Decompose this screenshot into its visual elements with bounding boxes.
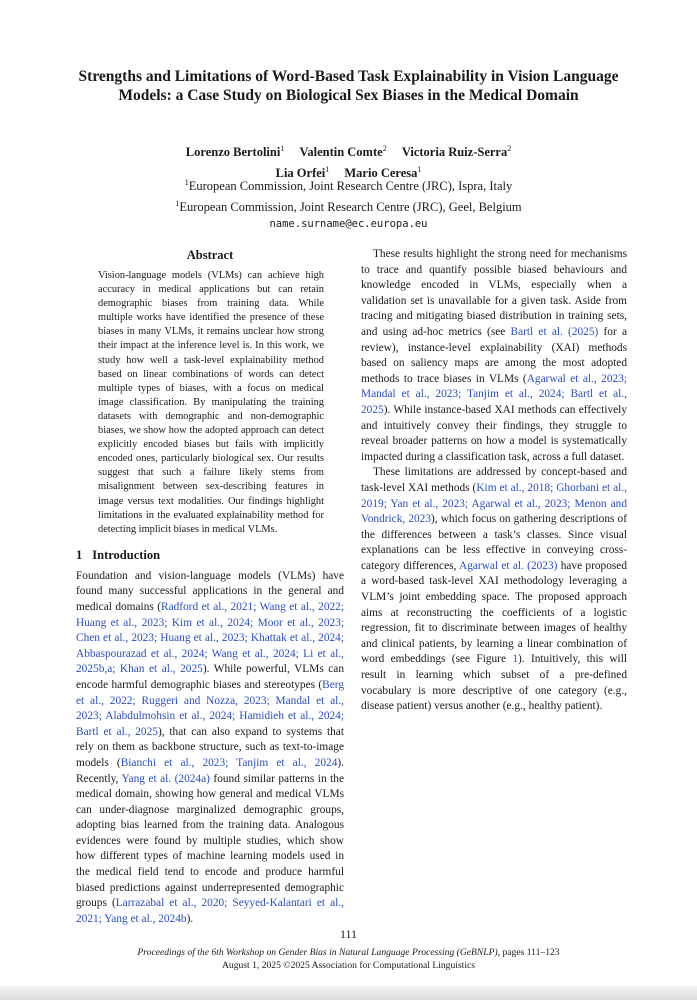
- copyright-line: August 1, 2025 ©2025 Association for Computational Linguistics: [222, 960, 475, 971]
- author: Mario Ceresa$^1$: [344, 165, 422, 181]
- author: Victoria Ruiz-Serra$^2$: [401, 144, 512, 160]
- citation-link[interactable]: Berg et al., 2022; Ruggeri and Nozza, 2023; Mandal et al., 2023; Alabdulmohsin et al., 2024; Hamidieh et al., 2024; Bartl et al., 2025: [76, 678, 344, 738]
- affiliation: $^1$European Commission, Joint Research Centre (JRC), Ispra, Italy: [184, 178, 513, 194]
- left-column: [76, 247, 344, 927]
- citation-link[interactable]: Bartl et al. (2025): [510, 325, 599, 338]
- citation-link[interactable]: Kim et al., 2018; Ghorbani et al., 2019; Yan et al., 2023; Agarwal et al., 2023; Menon and Vondrick, 2023: [361, 481, 627, 526]
- section-heading-introduction: 1 Introduction: [76, 547, 161, 562]
- abstract-heading: Abstract: [186, 248, 234, 262]
- proceedings-pages: , pages 111–123: [497, 947, 560, 958]
- citation-link[interactable]: Yang et al. (2024a): [121, 772, 210, 785]
- citation-link[interactable]: Radford et al., 2021; Wang et al., 2022; Huang et al., 2023; Kim et al., 2024; Moor et al., 2023; Chen et al., 2023; Huang et al., 2023; Khattak et al., 2024; Abbaspourazad et al., 2024; Wang et al., 2024; Li et al., 2025b,a; Khan et al., 2025: [76, 600, 345, 676]
- intro-paragraph-3: These limitations are addressed by concept-based and task-level XAI methods (Kim et al., 2018; Ghorbani et al., 2019; Yan et al., 2023; Agarwal et al., 2023; Menon and Vondrick, 2023), which focus on gathering descriptions of the differences between a task’s classes. Since visual explanations can be less effective in conveying cross-category differences, Agarwal et al. (2023) have proposed a word-based task-level XAI methodology leveraging a VLM’s joint embedding space. The proposed approach aims at reconstructing the coefficients of a logistic regression, fit to discriminate between images of healthy and clinical patients, by learning a linear combination of word embeddings (see Figure 1). Intuitively, this will result in learning which subset of a pre-defined vocabulary is more descriptive of one category (e.g., disease patient) versus another (e.g., healthy patient).: [361, 466, 628, 713]
- page-bottom-edge: [0, 986, 697, 1000]
- proceedings-title: Proceedings of the 6th Workshop on Gender Bias in Natural Language Processing (GeBNLP): [137, 947, 498, 958]
- citation-link[interactable]: Agarwal et al. (2023): [459, 559, 558, 572]
- intro-paragraph-2: These results highlight the strong need for mechanisms to trace and quantify possible biased behaviours and knowledge encoded in VLMs, especially when a validation set is unavailable for a given task. Aside from tracing and mitigating biased distribution in training sets, and using ad-hoc metrics (see Bartl et al. (2025) for a review), instance-level explainability (XAI) methods based on saliency maps are among the most adopted methods to trace biases in VLMs (Agarwal et al., 2023; Mandal et al., 2023; Tanjim et al., 2024; Bartl et al., 2025). While instance-based XAI methods can effectively and intuitively convey their findings, they struggle to reveal broader patterns on how a model is systematically impacted during a classification task, across a full dataset.: [361, 248, 627, 463]
- page-footer: [40, 946, 657, 972]
- author: Lorenzo Bertolini$^1$: [185, 144, 285, 160]
- right-column: [361, 247, 627, 715]
- page-number: 111: [339, 927, 358, 941]
- citation-link[interactable]: Agarwal et al., 2023; Mandal et al., 2023; Tanjim et al., 2024; Bartl et al., 2025: [361, 372, 627, 416]
- author: Valentin Comte$^2$: [299, 144, 387, 160]
- figure-reference[interactable]: 1: [512, 653, 518, 666]
- citation-link[interactable]: Larrazabal et al., 2020; Seyyed-Kalantari et al., 2021; Yang et al., 2024b: [76, 897, 344, 925]
- paper-title: Strengths and Limitations of Word-Based Task Explainability in Vision Language Models: a Case Study on Biological Sex Biases in the Medical Domain: [78, 68, 619, 104]
- affiliation: $^1$European Commission, Joint Research Centre (JRC), Geel, Belgium: [175, 199, 522, 215]
- affiliations: [60, 174, 637, 233]
- author: Lia Orfei$^1$: [275, 165, 330, 181]
- abstract-text: Vision-language models (VLMs) can achieve high accuracy in medical applications but can retain demographic biases from training data. While multiple works have identified the presence of these biases in many VLMs, it remains unclear how strong their impact at the inference level is. In this work, we study how well a task-level explainability method based on linear combinations of words can detect multiple types of biases, with a focus on medical image classification. By manipulating the training datasets with demographic and non-demographic biases, we show how the adopted approach can detect explicitly encoded biases but fails with implicitly encoded ones, particularly biological sex. Our results suggest that such a failure likely stems from misalignment between sex-describing features in image versus text modalities. Our findings highlight limitations in the evaluated explainability method for detecting implicit biases in medical VLMs.: [98, 270, 324, 535]
- author-email: name.surname@ec.europa.eu: [269, 218, 428, 231]
- citation-link[interactable]: Bianchi et al., 2023; Tanjim et al., 2024: [120, 756, 338, 769]
- intro-paragraph-1: Foundation and vision-language models (VLMs) have found many successful applications in the general and medical domains (Radford et al., 2021; Wang et al., 2022; Huang et al., 2023; Kim et al., 2024; Moor et al., 2023; Chen et al., 2023; Huang et al., 2023; Khattak et al., 2024; Abbaspourazad et al., 2024; Wang et al., 2024; Li et al., 2025b,a; Khan et al., 2025). While powerful, VLMs can encode harmful demographic biases and stereotypes (Berg et al., 2022; Ruggeri and Nozza, 2023; Mandal et al., 2023; Alabdulmohsin et al., 2024; Hamidieh et al., 2024; Bartl et al., 2025), that can also expand to systems that rely on them as backbone structure, such as text-to-image models (Bianchi et al., 2023; Tanjim et al., 2024). Recently, Yang et al. (2024a) found similar patterns in the medical domain, showing how general and medical VLMs can under-diagnose marginalized demographic groups, adopting bias learned from the training data. Analogous evidences were found by multiple studies, which show how different types of machine learning models used in the medical field tend to encode and produce harmful biased predictions against underrepresented demographic groups (Larrazabal et al., 2020; Seyyed-Kalantari et al., 2021; Yang et al., 2024b).: [76, 569, 345, 925]
